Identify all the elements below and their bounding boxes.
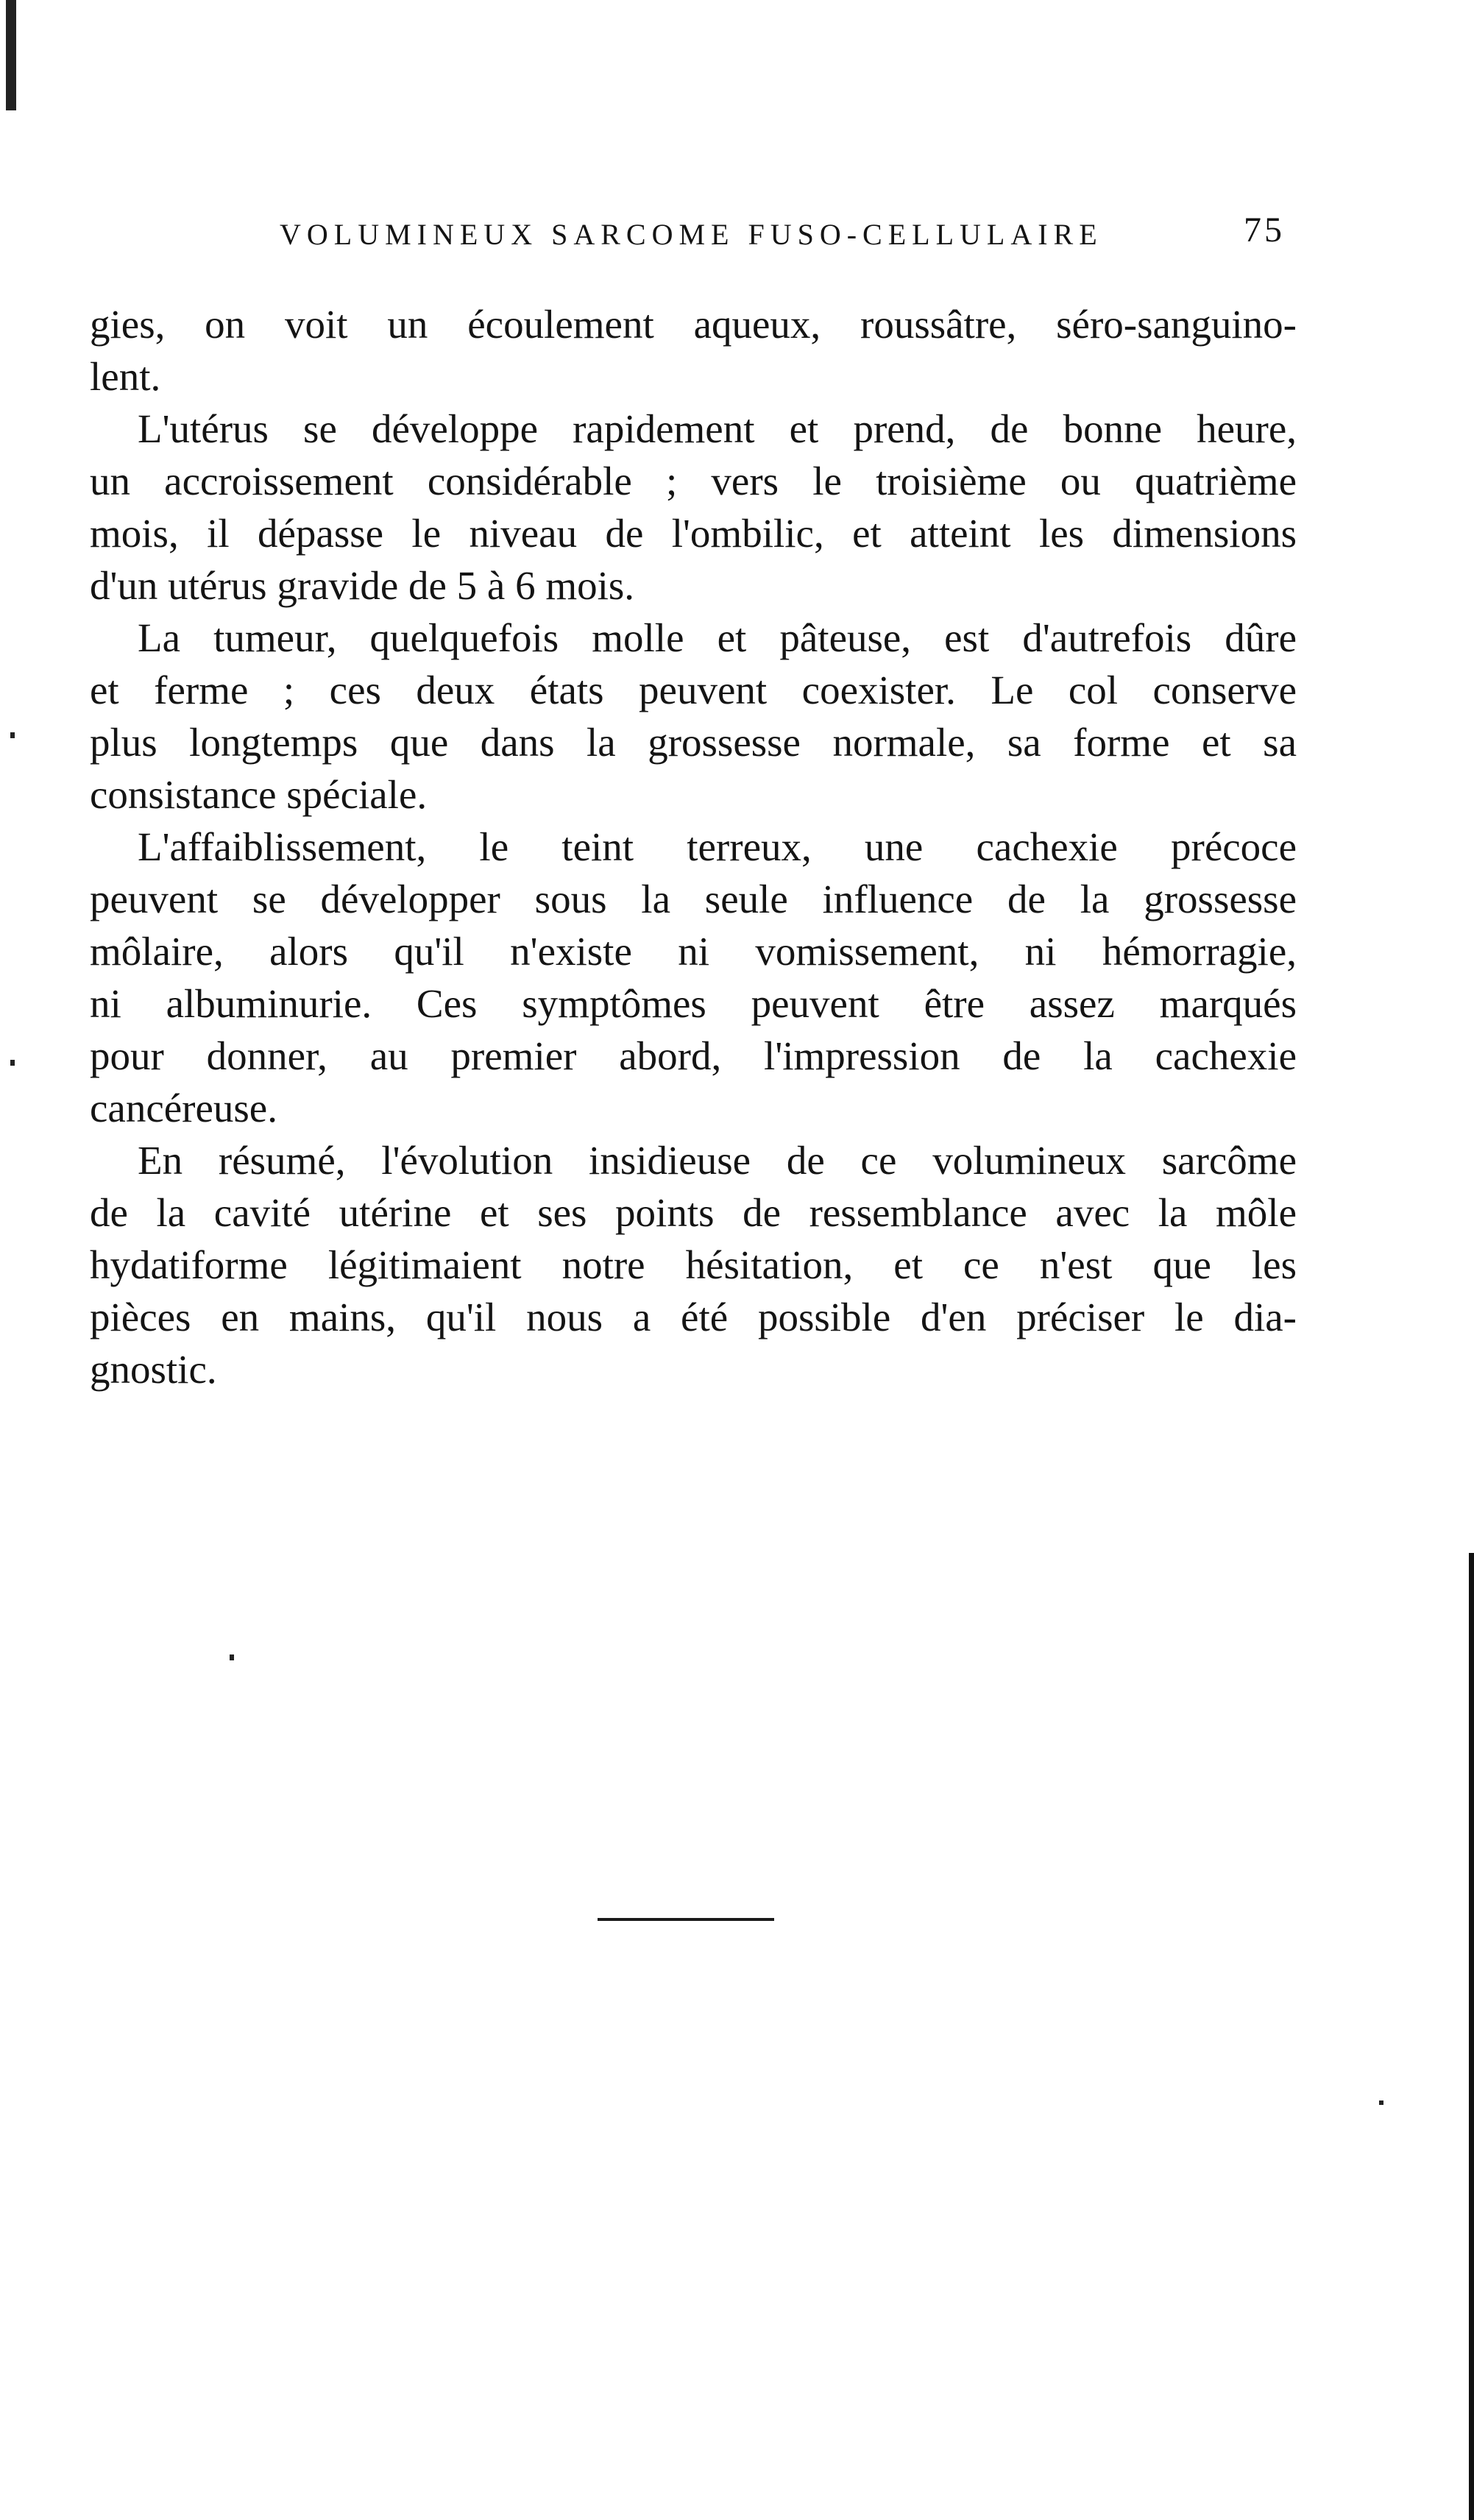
- scan-edge-bar: [1469, 1553, 1474, 2520]
- text-line: lent.: [90, 354, 161, 399]
- text-line: pièces en mains, qu'il nous a été possible d'en préciser le dia-: [90, 1295, 1297, 1339]
- text-line: hydatiforme légitimaient notre hésitation, et ce n'est que les: [90, 1242, 1297, 1287]
- text-line: cancéreuse.: [90, 1086, 277, 1130]
- body-text: [90, 298, 1297, 1395]
- text-line: gies, on voit un écoulement aqueux, roussâtre, séro-sanguino-: [90, 302, 1297, 347]
- text-line: de la cavité utérine et ses points de ressemblance avec la môle: [90, 1190, 1297, 1235]
- text-line: mois, il dépasse le niveau de l'ombilic, et atteint les dimensions: [90, 511, 1297, 556]
- page-number: 75: [1244, 210, 1285, 249]
- paragraph-start-line: La tumeur, quelquefois molle et pâteuse, est d'autrefois dûre: [138, 615, 1297, 660]
- running-title: VOLUMINEUX SARCOME FUSO-CELLULAIRE: [280, 218, 1103, 251]
- text-line: ni albuminurie. Ces symptômes peuvent être assez marqués: [90, 981, 1297, 1026]
- scan-speck: [10, 732, 15, 738]
- text-line: d'un utérus gravide de 5 à 6 mois.: [90, 563, 635, 608]
- scan-speck: [10, 1060, 15, 1066]
- text-line: et ferme ; ces deux états peuvent coexister. Le col conserve: [90, 668, 1297, 712]
- text-line: peuvent se développer sous la seule influence de la grossesse: [90, 877, 1297, 921]
- text-line: môlaire, alors qu'il n'existe ni vomissement, ni hémorragie,: [90, 929, 1297, 974]
- paragraph-start-line: En résumé, l'évolution insidieuse de ce volumineux sarcôme: [138, 1138, 1297, 1183]
- scan-edge-mark: [6, 0, 16, 110]
- scan-speck: [230, 1654, 234, 1660]
- scan-speck: [1379, 2100, 1383, 2105]
- text-line: pour donner, au premier abord, l'impression de la cachexie: [90, 1033, 1297, 1078]
- text-line: un accroissement considérable ; vers le troisième ou quatrième: [90, 459, 1297, 503]
- text-line: gnostic.: [90, 1347, 217, 1392]
- text-line: plus longtemps que dans la grossesse normale, sa forme et sa: [90, 720, 1297, 765]
- paragraph-start-line: L'affaiblissement, le teint terreux, une cachexie précoce: [138, 824, 1297, 869]
- text-line: consistance spéciale.: [90, 772, 428, 817]
- paragraph-start-line: L'utérus se développe rapidement et prend, de bonne heure,: [138, 406, 1297, 451]
- closing-rule: [598, 1918, 774, 1921]
